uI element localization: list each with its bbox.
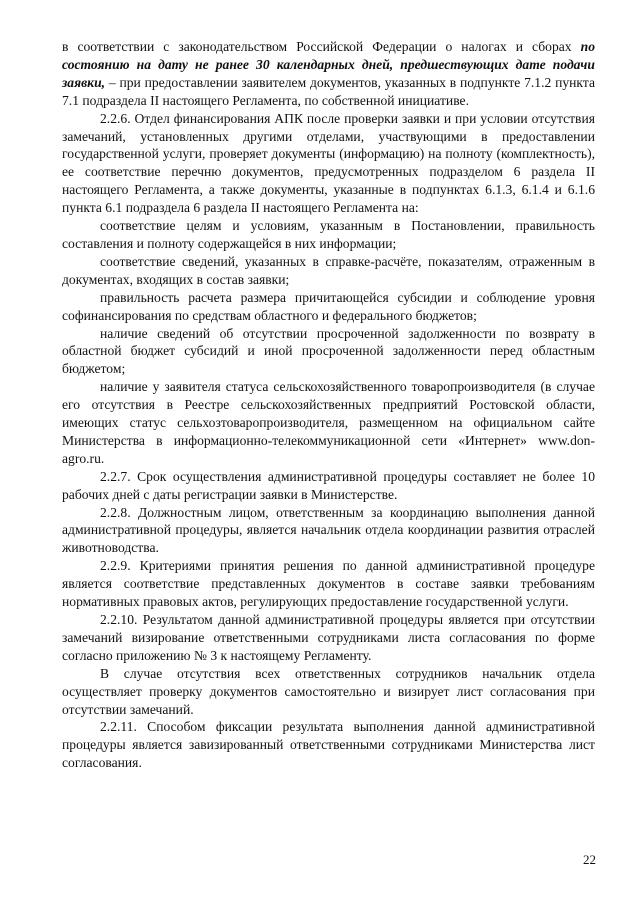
page-number: 22: [583, 852, 596, 867]
paragraph-absence-case: В случае отсутствия всех ответственных сотрудников начальник отдела осуществляет проверку документов самостоятельно и визирует лист согласования при отсутствии замечаний.: [62, 665, 595, 717]
paragraph-2-2-6: 2.2.6. Отдел финансирования АПК после проверки заявки и при условии отсутствия замечаний, установленных другими отделами, участвующими в предоставлении государственной услуги, проверяет документы (информацию) на полноту (комплектность), ее соответствие перечню документов, предусмотренных подразделом 6 раздела II настоящего Регламента, а также документы, указанные в подпунктах 6.1.3, 6.1.4 и 6.1.6 пункта 6.1 подраздела 6 раздела II настоящего Регламента на:: [62, 110, 595, 216]
document-body: [62, 38, 595, 772]
emphasized-deadline-text: по состоянию на дату не ранее 30 календарных дней, предшествующих дате подачи заявки,: [62, 39, 595, 90]
paragraph-2-2-8: 2.2.8. Должностным лицом, ответственным за координацию выполнения данной административной процедуры, является начальник отдела координации развития отраслей животноводства.: [62, 504, 595, 556]
paragraph-2-2-9: 2.2.9. Критериями принятия решения по данной административной процедуре является соответствие представленных документов в составе заявки требованиям нормативных правовых актов, регулирующих предоставление государственной услуги.: [62, 558, 595, 610]
paragraph-text: – при предоставлении заявителем документов, указанных в подпункте 7.1.2 пункта 7.1 подраздела II настоящего Регламента, по собственной инициативе.: [62, 74, 595, 108]
paragraph-2-2-10: 2.2.10. Результатом данной административной процедуры является при отсутствии замечаний визирование ответственными сотрудниками листа согласования по форме согласно приложению № 3 к настоящему Регламенту.: [62, 612, 595, 663]
list-item-conformity-goals: соответствие целям и условиям, указанным в Постановлении, правильность составления и полноту содержащейся в них информации;: [62, 218, 595, 251]
list-item-conformity-data: соответствие сведений, указанных в справке-расчёте, показателям, отраженным в документах, входящих в состав заявки;: [62, 253, 595, 287]
paragraph-2-2-7: 2.2.7. Срок осуществления административной процедуры составляет не более 10 рабочих дней с даты регистрации заявки в Министерстве.: [62, 468, 595, 502]
paragraph-text: в соответствии с законодательством Российской Федерации о налогах и сборах: [62, 39, 581, 54]
list-item-calculation: правильность расчета размера причитающейся субсидии и соблюдение уровня софинансирования по средствам областного и федерального бюджетов;: [62, 289, 595, 323]
list-item-debt-info: наличие сведений об отсутствии просроченной задолженности по возврату в областной бюджет субсидий и иной просроченной задолженности перед областным бюджетом;: [62, 325, 595, 377]
paragraph-continuation: [62, 38, 595, 110]
paragraph-2-2-11: 2.2.11. Способом фиксации результата выполнения данной административной процедуры является завизированный ответственными сотрудниками Министерства лист согласования.: [62, 719, 595, 771]
list-item-producer-status: наличие у заявителя статуса сельскохозяйственного товаропроизводителя (в случае его отсутствия в Реестре сельскохозяйственных предприятий Ростовской области, имеющих статус сельхозтоваропроизводителя, размещенном на официальном сайте Министерства в информационно-телекоммуникационной сети «Интернет» www.don-agro.ru.: [62, 379, 595, 466]
